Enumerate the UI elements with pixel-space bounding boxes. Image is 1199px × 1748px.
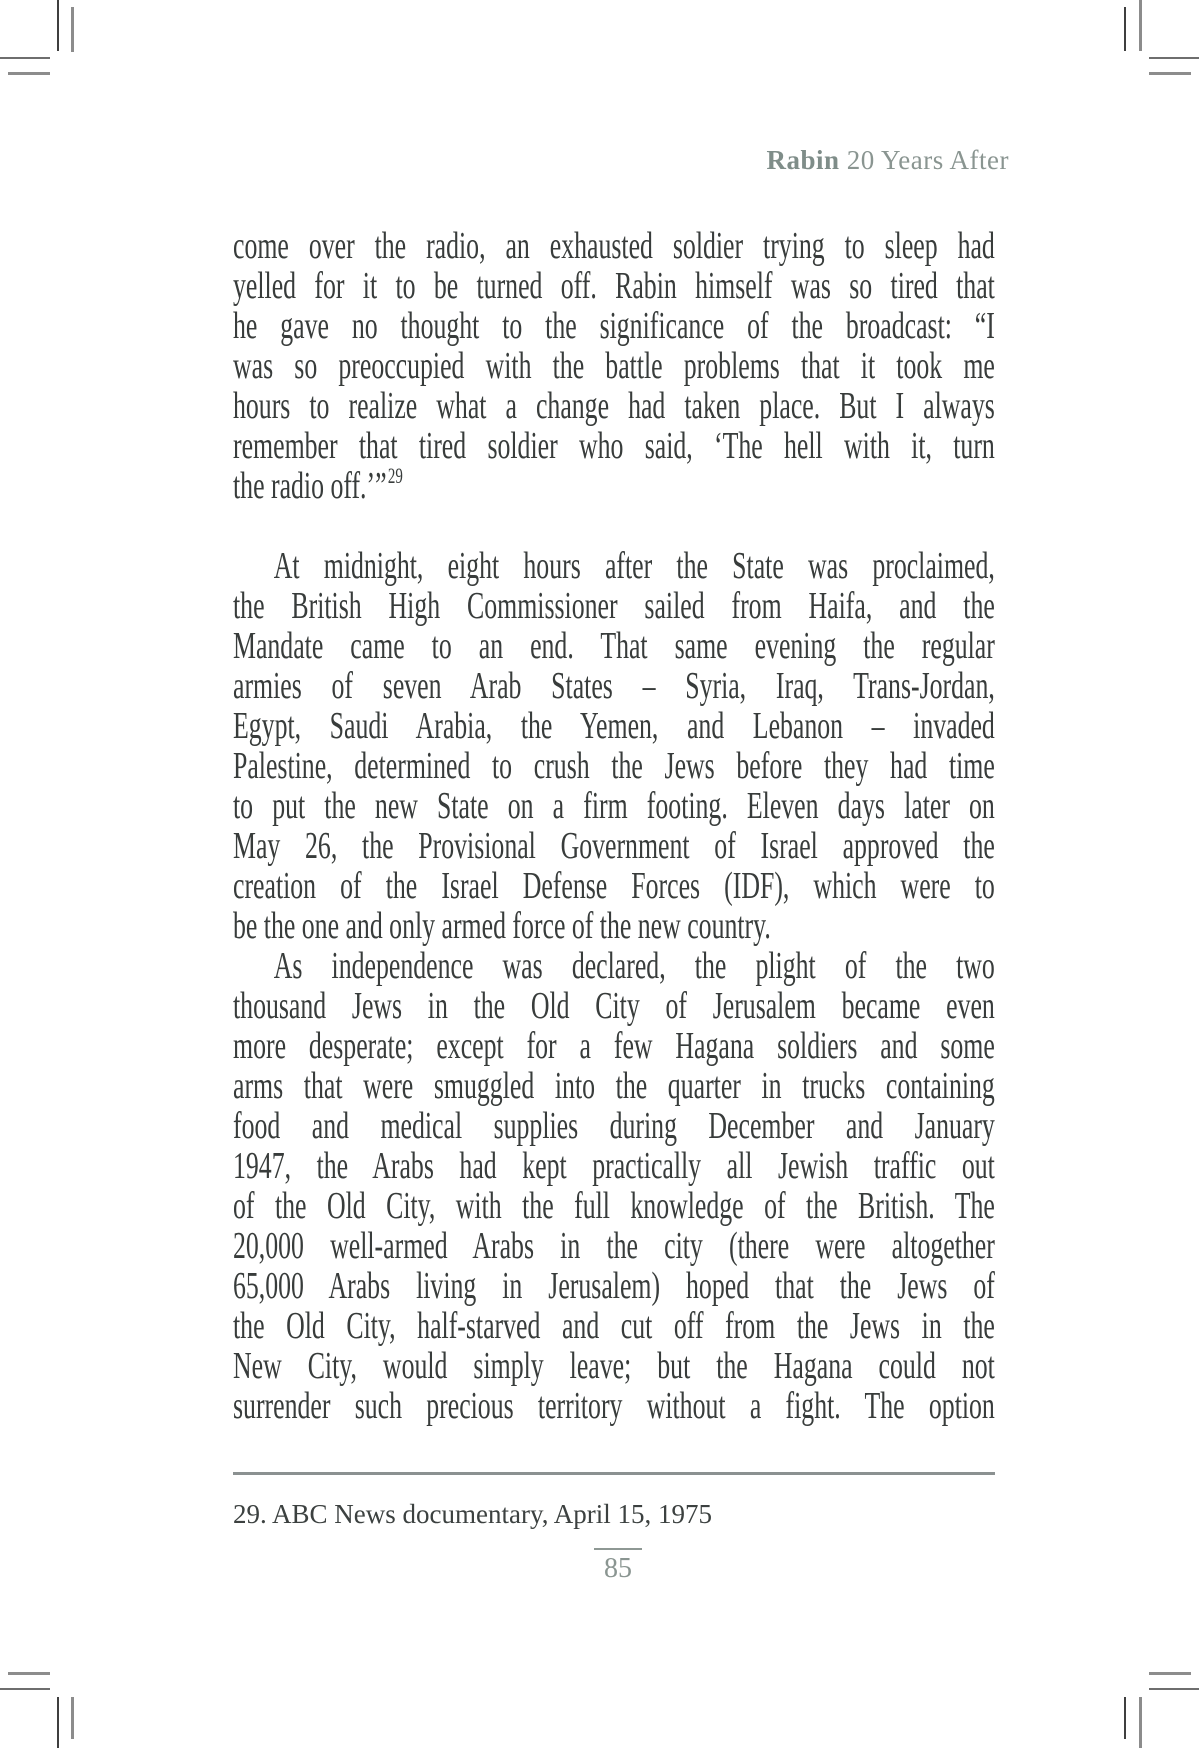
- paragraph: [233, 226, 995, 506]
- text-line: was so preoccupied with the battle problems that it took me: [233, 345, 995, 387]
- running-header-book-title: Rabin: [766, 145, 840, 175]
- text-line: surrender such precious territory without a fight. The option: [233, 1385, 995, 1427]
- page-text: [233, 226, 995, 1426]
- text-line: At midnight, eight hours after the State was proclaimed,: [273, 545, 995, 587]
- text-line: Mandate came to an end. That same evening the regular: [233, 625, 995, 667]
- text-line: of the Old City, with the full knowledge of the British. The: [233, 1185, 995, 1227]
- text-line: the British High Commissioner sailed from Haifa, and the: [233, 585, 995, 627]
- text-line: be the one and only armed force of the new country.: [233, 905, 771, 947]
- text-line: 20,000 well-armed Arabs in the city (there were altogether: [233, 1225, 995, 1267]
- text-line: food and medical supplies during December and January: [233, 1105, 995, 1147]
- crop-mark-top-left-horizontal-inner: [0, 57, 50, 59]
- crop-mark-top-right-horizontal-outer: [1149, 72, 1191, 75]
- text-line: thousand Jews in the Old City of Jerusalem became even: [233, 985, 995, 1027]
- text-line: armies of seven Arab States – Syria, Iraq, Trans-Jordan,: [233, 665, 995, 707]
- paragraph: [233, 546, 995, 946]
- text-line: As independence was declared, the plight of the two: [273, 945, 995, 987]
- folio: [586, 1548, 650, 1584]
- text-line: remember that tired soldier who said, ‘The hell with it, turn: [233, 425, 995, 467]
- crop-mark-top-left-vertical-inner: [57, 0, 59, 51]
- text-line: to put the new State on a firm footing. Eleven days later on: [233, 785, 995, 827]
- text-line: yelled for it to be turned off. Rabin himself was so tired that: [233, 265, 995, 307]
- text-line: May 26, the Provisional Government of Israel approved the: [233, 825, 995, 867]
- text-line: come over the radio, an exhausted soldier trying to sleep had: [233, 225, 995, 267]
- running-header: [233, 144, 1009, 176]
- crop-mark-top-left-horizontal-outer: [8, 72, 50, 75]
- text-line: Palestine, determined to crush the Jews before they had time: [233, 745, 995, 787]
- crop-mark-top-right-vertical-outer: [1139, 0, 1142, 51]
- text-line: creation of the Israel Defense Forces (IDF), which were to: [233, 865, 995, 907]
- text-line: he gave no thought to the significance of the broadcast: “I: [233, 305, 995, 347]
- crop-mark-bottom-left-vertical-inner: [57, 1697, 59, 1748]
- crop-mark-bottom-right-vertical-outer: [1139, 1697, 1142, 1748]
- text-line: the Old City, half-starved and cut off from the Jews in the: [233, 1305, 995, 1347]
- crop-mark-bottom-right-vertical-inner: [1124, 1697, 1126, 1739]
- crop-mark-top-right-vertical-inner: [1124, 7, 1126, 51]
- text-line: Egypt, Saudi Arabia, the Yemen, and Lebanon – invaded: [233, 705, 995, 747]
- footnote-text: 29. ABC News documentary, April 15, 1975: [233, 1499, 712, 1529]
- text-line: New City, would simply leave; but the Hagana could not: [233, 1345, 995, 1387]
- text-line: hours to realize what a change had taken place. But I always: [233, 385, 995, 427]
- text-line: 1947, the Arabs had kept practically all Jewish traffic out: [233, 1145, 995, 1187]
- folio-overline: [594, 1548, 642, 1550]
- crop-mark-bottom-right-horizontal-inner: [1149, 1688, 1199, 1690]
- page-number: 85: [604, 1553, 632, 1584]
- running-header-subtitle: 20 Years After: [839, 145, 1009, 175]
- crop-mark-bottom-left-horizontal-inner: [0, 1688, 50, 1690]
- text-line: more desperate; except for a few Hagana soldiers and some: [233, 1025, 995, 1067]
- crop-mark-bottom-left-vertical-outer: [71, 1697, 74, 1739]
- crop-mark-bottom-right-horizontal-outer: [1149, 1672, 1191, 1675]
- crop-mark-top-right-horizontal-inner: [1149, 57, 1199, 59]
- text-line: the radio off.’”$^{29}$: [233, 463, 403, 507]
- footnote-rule: [233, 1472, 995, 1475]
- crop-mark-top-left-vertical-outer: [71, 7, 74, 52]
- text-line: arms that were smuggled into the quarter in trucks containing: [233, 1065, 995, 1107]
- footnote-reference: 29: [387, 463, 403, 488]
- text-line: 65,000 Arabs living in Jerusalem) hoped that the Jews of: [233, 1265, 995, 1307]
- crop-mark-bottom-left-horizontal-outer: [8, 1672, 50, 1675]
- paragraph: [233, 946, 995, 1426]
